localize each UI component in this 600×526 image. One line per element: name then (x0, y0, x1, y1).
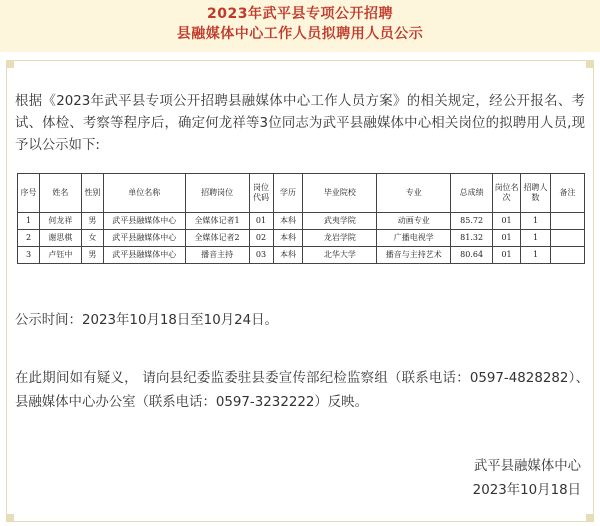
frame-corner (586, 514, 594, 522)
cell-remark (551, 213, 585, 230)
cell-position: 全媒体记者1 (185, 213, 249, 230)
cell-quota: 1 (521, 213, 551, 230)
cell-education: 本科 (273, 247, 303, 264)
col-header-name: 姓名 (39, 174, 81, 213)
cell-education: 本科 (273, 213, 303, 230)
col-header-score: 总成绩 (451, 174, 493, 213)
cell-major: 播音与主持艺术 (377, 247, 451, 264)
cell-major: 动画专业 (377, 213, 451, 230)
cell-index: 1 (18, 213, 40, 230)
cell-school: 龙岩学院 (303, 230, 377, 247)
frame-corner (6, 514, 14, 522)
cell-rank: 01 (493, 213, 521, 230)
frame-corner (586, 60, 594, 68)
cell-position-code: 03 (249, 247, 273, 264)
cell-name: 谢思棋 (39, 230, 81, 247)
cell-position-code: 01 (249, 213, 273, 230)
table-row (18, 213, 585, 230)
cell-position-code: 02 (249, 230, 273, 247)
cell-quota: 1 (521, 247, 551, 264)
cell-score: 81.32 (451, 230, 493, 247)
cell-gender: 男 (81, 247, 103, 264)
table-header-row (18, 174, 585, 213)
contact-paragraph: 在此期间如有疑义， 请向县纪委监委驻县委宣传部纪检监察组（联系电话：0597-4828282）、县融媒体中心办公室（联系电话：0597-3232222）反映。 (15, 371, 589, 410)
candidates-table (17, 173, 585, 264)
frame-corner (6, 60, 14, 68)
cell-rank: 01 (493, 230, 521, 247)
cell-name: 何龙祥 (39, 213, 81, 230)
cell-major: 广播电视学 (377, 230, 451, 247)
cell-education: 本科 (273, 230, 303, 247)
table-row (18, 247, 585, 264)
table-row (18, 230, 585, 247)
notice-panel (6, 60, 594, 522)
col-header-school: 毕业院校 (303, 174, 377, 213)
intro-paragraph: 根据《2023年武平县专项公开招聘县融媒体中心工作人员方案》的相关规定，经公开报名、考试、体检、考察等程序后，确定何龙祥等3位同志为武平县融媒体中心相关岗位的拟聘用人员,现予以公示如下: (15, 94, 585, 153)
cell-remark (551, 247, 585, 264)
col-header-rank: 岗位名次 (493, 174, 521, 213)
cell-school: 武夷学院 (303, 213, 377, 230)
cell-quota: 1 (521, 230, 551, 247)
col-header-position: 招聘岗位 (185, 174, 249, 213)
col-header-remark: 备注 (551, 174, 585, 213)
cell-unit: 武平县融媒体中心 (103, 213, 185, 230)
cell-gender: 女 (81, 230, 103, 247)
cell-index: 3 (18, 247, 40, 264)
col-header-unit: 单位名称 (103, 174, 185, 213)
signature-block (473, 455, 581, 503)
col-header-index: 序号 (18, 174, 40, 213)
cell-unit: 武平县融媒体中心 (103, 230, 185, 247)
cell-unit: 武平县融媒体中心 (103, 247, 185, 264)
cell-score: 85.72 (451, 213, 493, 230)
cell-score: 80.64 (451, 247, 493, 264)
cell-rank: 01 (493, 247, 521, 264)
cell-position: 播音主持 (185, 247, 249, 264)
cell-remark (551, 230, 585, 247)
cell-position: 全媒体记者2 (185, 230, 249, 247)
signature-date: 2023年10月18日 (472, 483, 581, 498)
col-header-quota: 招聘人数 (521, 174, 551, 213)
cell-index: 2 (18, 230, 40, 247)
col-header-gender: 性别 (81, 174, 103, 213)
col-header-position-code: 岗位代码 (249, 174, 273, 213)
page-header (0, 0, 600, 52)
title-line-1: 2023年武平县专项公开招聘 (207, 6, 393, 22)
cell-name: 卢钰中 (39, 247, 81, 264)
signature-org: 武平县融媒体中心 (473, 459, 581, 474)
cell-school: 北华大学 (303, 247, 377, 264)
notice-period: 公示时间：2023年10月18日至10月24日。 (15, 313, 278, 328)
title-line-2: 县融媒体中心工作人员拟聘用人员公示 (176, 26, 424, 42)
col-header-major: 专业 (377, 174, 451, 213)
col-header-education: 学历 (273, 174, 303, 213)
cell-gender: 男 (81, 213, 103, 230)
